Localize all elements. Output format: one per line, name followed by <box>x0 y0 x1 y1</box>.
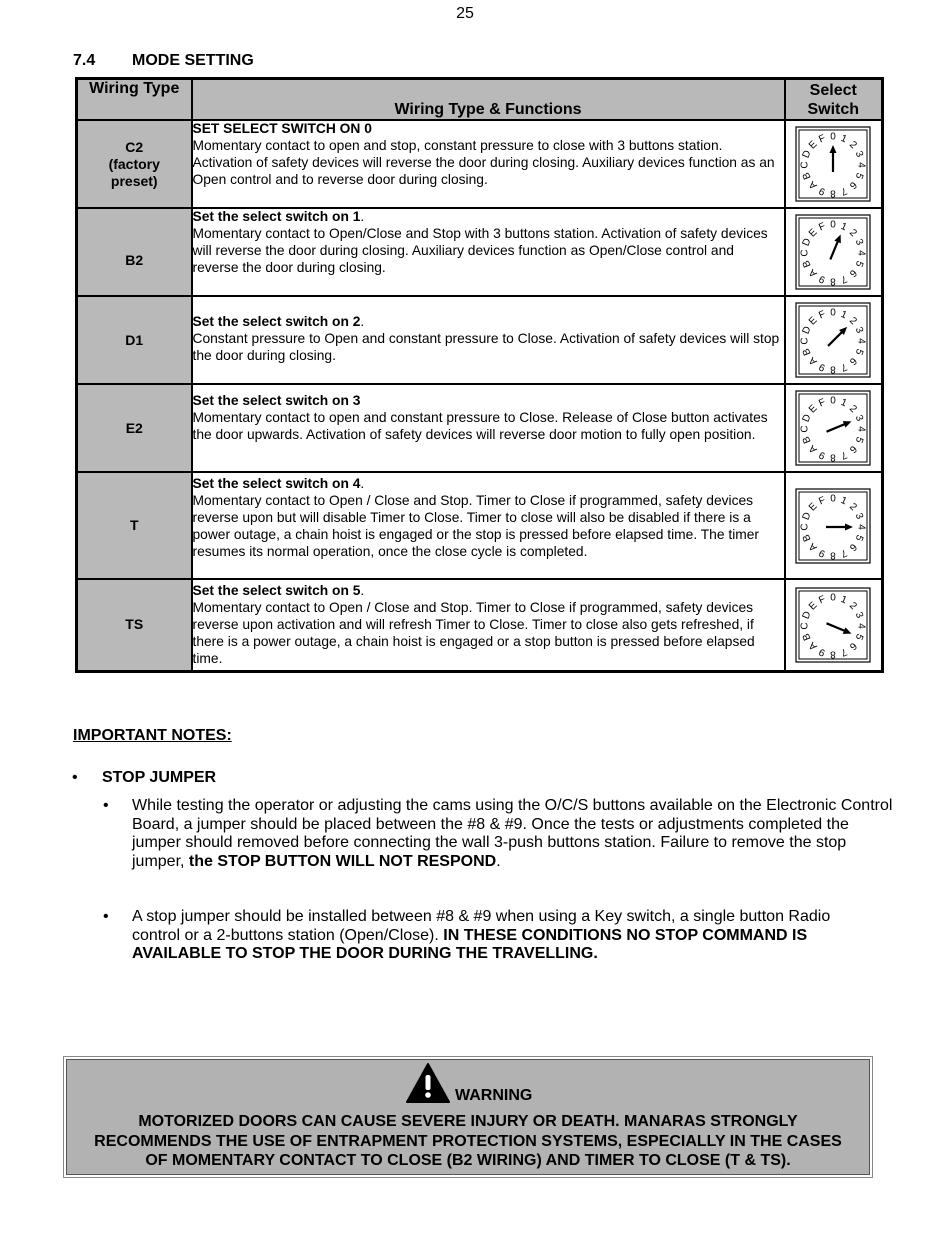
rotary-switch-dial-icon <box>795 126 871 202</box>
rotary-switch-dial-icon <box>795 302 871 378</box>
dial-label: 2 <box>847 139 859 152</box>
function-title: Set the select switch on 1 <box>192 209 361 224</box>
table-row <box>77 208 883 296</box>
function-title-suffix: . <box>360 314 365 329</box>
dial-label: C <box>799 622 811 630</box>
dial-label: A <box>807 354 820 368</box>
dial-label: 8 <box>830 648 837 660</box>
header-functions: Wiring Type & Functions <box>192 79 785 121</box>
function-cell <box>192 579 785 671</box>
dial-label: 0 <box>830 395 837 407</box>
function-title: Set the select switch on 2 <box>192 314 361 329</box>
rotary-switch-dial-icon <box>795 488 871 564</box>
function-description: Momentary contact to Open / Close and Stop. Timer to Close if programmed, safety devices reverse upon but will disable Timer to Close. Timer to close will also be disabled if there is a power outage, a chain hoist is engaged or the stop is pressed before elapsed time. The timer resumes its normal operation, once the close cycle is completed. <box>192 492 760 559</box>
dial-label: A <box>807 442 820 456</box>
header-select-line1: Select <box>809 81 857 99</box>
warning-text <box>67 1112 869 1171</box>
note-text: While testing the operator or adjusting the cams using the O/C/S buttons available on the Electronic Control Board, a jumper should be placed between the #8 & #9. Once the tests or adjustments completed the jumper should removed before connecting the wall 3-push buttons station. Failure to remove the stop jumper, <box>132 797 893 870</box>
dial-label: E <box>807 226 820 240</box>
dial-label: 4 <box>855 426 867 432</box>
dial-label: D <box>800 236 814 248</box>
dial-label: 6 <box>847 442 859 455</box>
dial-label: 4 <box>855 338 867 344</box>
dial-label: 2 <box>847 315 859 328</box>
dial-label: 3 <box>852 325 866 335</box>
dial-label: F <box>817 396 828 410</box>
function-description: Momentary contact to Open / Close and Stop. Timer to Close if programmed, safety devices reverse upon activation and will refresh Timer to Close. Timer to close also gets refreshed, if there is a power outage, a chain hoist is engaged or a stop button is pressed before elapsed time. <box>192 599 755 666</box>
dial-label: 1 <box>839 494 849 507</box>
dial-label: D <box>800 148 814 160</box>
dial-label: 1 <box>839 132 849 146</box>
dial-label: D <box>800 324 814 336</box>
dial-label: 7 <box>839 184 849 198</box>
warning-title-row <box>67 1062 869 1106</box>
dial-label: 2 <box>847 600 859 612</box>
dial-label: A <box>807 639 820 652</box>
dial-label: E <box>807 402 820 416</box>
dial-label: C <box>799 522 811 531</box>
dial-label: 4 <box>855 250 867 256</box>
dial-label: D <box>800 609 814 621</box>
table-row <box>77 384 883 472</box>
function-cell <box>192 472 785 579</box>
stop-jumper-heading: STOP JUMPER <box>102 769 217 786</box>
dial-label: 8 <box>830 275 837 287</box>
warning-line: MOTORIZED DOORS CAN CAUSE SEVERE INJURY OR DEATH. MANARAS STRONGLY <box>138 1113 798 1130</box>
wiring-type-label: T <box>129 517 139 533</box>
dial-label: 7 <box>839 546 849 559</box>
warning-triangle-icon <box>405 1062 451 1104</box>
switch-cell <box>785 208 883 296</box>
dial-label: 6 <box>847 178 859 191</box>
dial-label: 3 <box>852 237 866 247</box>
warning-line: RECOMMENDS THE USE OF ENTRAPMENT PROTECTION SYSTEMS, ESPECIALLY IN THE CASES <box>94 1132 842 1150</box>
warning-box <box>66 1059 870 1175</box>
dial-label: 5 <box>852 532 866 542</box>
section-title: MODE SETTING <box>132 52 254 69</box>
dial-label: 3 <box>852 511 866 521</box>
page-number: 25 <box>456 5 474 22</box>
dial-label: 2 <box>847 500 859 513</box>
section-heading <box>73 52 254 70</box>
dial-label: 9 <box>817 272 828 286</box>
dial-label: 8 <box>830 451 837 463</box>
dial-label: 9 <box>817 184 828 198</box>
dial-label: 0 <box>830 493 837 504</box>
dial-label: D <box>800 412 814 424</box>
dial-label: 4 <box>855 162 867 168</box>
function-description: Constant pressure to Open and constant pressure to Close. Activation of safety devices will stop the door during closing. <box>192 330 780 363</box>
wiring-type-cell <box>77 579 192 671</box>
function-description: Momentary contact to open and stop, constant pressure to close with 3 buttons station. Activation of safety devices will reverse the door during closing. Auxiliary devices function as an Open control and to reverse door during closing. <box>192 137 775 187</box>
wiring-type-cell <box>77 384 192 472</box>
dial-label: A <box>807 178 820 192</box>
dial-label: 7 <box>839 448 849 462</box>
dial-label: 5 <box>852 259 866 269</box>
function-cell <box>192 296 785 384</box>
dial-label: 9 <box>817 360 828 374</box>
wiring-type-label: E2 <box>125 419 143 436</box>
section-number: 7.4 <box>73 52 96 69</box>
dial-label: F <box>817 220 828 234</box>
dial-label: A <box>807 266 820 280</box>
function-description: Momentary contact to open and constant pressure to Close. Release of Close button activates the door upwards. Activation of safety devices will reverse door motion to fully open position. <box>192 409 768 442</box>
dial-label: B <box>801 170 814 181</box>
dial-label: F <box>817 308 828 322</box>
table-row <box>77 579 883 671</box>
dial-label: 7 <box>839 645 849 658</box>
dial-label: 5 <box>852 435 866 445</box>
dial-label: F <box>817 132 828 146</box>
dial-label: 3 <box>852 610 866 620</box>
dial-label: B <box>801 631 814 642</box>
dial-label: 1 <box>839 396 849 410</box>
dial-label: B <box>801 258 814 269</box>
dial-label: E <box>807 599 820 613</box>
mode-setting-table <box>75 77 884 673</box>
function-title: Set the select switch on 3 <box>192 393 361 408</box>
dial-label: 0 <box>830 592 837 604</box>
dial-label: C <box>799 161 811 169</box>
wiring-type-cell <box>77 120 192 208</box>
switch-cell <box>785 120 883 208</box>
note-emphasis: the STOP BUTTON WILL NOT RESPOND <box>188 852 497 870</box>
dial-label: 5 <box>852 347 866 357</box>
wiring-type-cell <box>77 208 192 296</box>
function-title-suffix: . <box>360 583 365 598</box>
dial-label: 8 <box>830 187 837 199</box>
dial-label: 9 <box>817 645 828 658</box>
dial-label: F <box>817 494 828 507</box>
function-cell <box>192 208 785 296</box>
dial-label: E <box>807 314 820 328</box>
dial-label: B <box>801 346 814 357</box>
function-title: Set the select switch on 5 <box>192 583 361 598</box>
dial-label: 2 <box>847 227 859 240</box>
dial-pointer-head <box>845 523 853 530</box>
dial-label: 0 <box>830 307 837 319</box>
dial-label: C <box>799 337 811 345</box>
dial-label: C <box>799 425 811 433</box>
dial-label: 0 <box>830 131 837 143</box>
table-header-row <box>77 79 883 121</box>
dial-label: 0 <box>830 219 837 231</box>
dial-label: 3 <box>852 413 866 423</box>
function-title-suffix: . <box>360 476 365 491</box>
dial-label: 7 <box>839 272 849 286</box>
function-cell <box>192 120 785 208</box>
switch-cell <box>785 472 883 579</box>
dial-label: 8 <box>830 549 837 560</box>
function-cell <box>192 384 785 472</box>
note-stop-jumper-testing <box>132 797 902 871</box>
dial-label: 9 <box>817 546 828 559</box>
dial-label: 7 <box>839 360 849 374</box>
dial-label: 1 <box>839 593 849 607</box>
warning-line: OF MOMENTARY CONTACT TO CLOSE (B2 WIRING) AND TIMER TO CLOSE (T & TS). <box>145 1152 791 1169</box>
wiring-type-label: TS <box>125 616 144 633</box>
dial-label: D <box>800 510 814 522</box>
bullet-icon: • <box>103 797 109 814</box>
function-description: Momentary contact to Open/Close and Stop with 3 buttons station. Activation of safety devices will reverse the door during closing. Auxiliary devices function as Open/Close control and reverse the door during closing. <box>192 225 768 275</box>
dial-label: 2 <box>847 403 859 416</box>
dial-label: E <box>807 500 820 513</box>
dial-label: 9 <box>817 448 828 462</box>
dial-label: F <box>817 593 828 607</box>
wiring-type-label: preset) <box>110 172 158 189</box>
dial-label: B <box>801 532 814 543</box>
header-select-line2: Switch <box>807 100 860 118</box>
rotary-switch-dial-icon <box>795 214 871 290</box>
dial-label: A <box>807 540 820 553</box>
table-row <box>77 472 883 579</box>
header-select-switch <box>785 79 883 121</box>
wiring-type-label: C2 <box>125 138 144 155</box>
important-notes-heading: IMPORTANT NOTES: <box>73 727 232 744</box>
note-stop-jumper-install <box>132 908 857 964</box>
dial-label: 6 <box>847 266 859 279</box>
wiring-type-label: B2 <box>125 252 144 268</box>
dial-label: B <box>801 434 814 445</box>
function-title: SET SELECT SWITCH ON 0 <box>192 121 372 136</box>
header-wiring-type: Wiring Type <box>77 79 192 121</box>
switch-cell <box>785 579 883 671</box>
switch-cell <box>785 296 883 384</box>
wiring-type-label: (factory <box>108 155 160 172</box>
note-emphasis: IN THESE CONDITIONS NO STOP COMMAND IS AVAILABLE TO STOP THE DOOR DURING THE TRAVELLING. <box>132 926 808 963</box>
dial-label: 4 <box>855 622 867 629</box>
dial-label: 4 <box>855 523 867 530</box>
dial-pointer-head <box>830 145 837 153</box>
note-text-end: . <box>496 852 501 870</box>
table-row <box>77 120 883 208</box>
dial-label: C <box>799 249 811 257</box>
dial-label: 5 <box>852 631 866 642</box>
dial-label: 6 <box>847 354 859 367</box>
dial-label: E <box>807 138 820 152</box>
dial-label: 1 <box>839 220 849 234</box>
bullet-icon: • <box>72 769 78 786</box>
dial-label: 6 <box>847 540 859 553</box>
dial-label: 6 <box>847 639 859 652</box>
wiring-type-cell <box>77 472 192 579</box>
rotary-switch-dial-icon <box>795 587 871 663</box>
function-title-suffix: . <box>360 209 365 224</box>
wiring-type-cell <box>77 296 192 384</box>
table-row <box>77 296 883 384</box>
rotary-switch-dial-icon <box>795 390 871 466</box>
wiring-type-label: D1 <box>125 331 144 348</box>
dial-label: 3 <box>852 149 866 159</box>
function-title: Set the select switch on 4 <box>192 476 361 491</box>
warning-title: WARNING <box>455 1087 533 1104</box>
bullet-icon: • <box>103 908 109 925</box>
switch-cell <box>785 384 883 472</box>
dial-label: 8 <box>830 363 837 375</box>
note-text: A stop jumper should be installed between #8 & #9 when using a Key switch, a single button Radio control or a 2-buttons station (Open/Close). <box>132 908 831 944</box>
dial-label: 1 <box>839 308 849 322</box>
dial-label: 5 <box>852 171 866 181</box>
